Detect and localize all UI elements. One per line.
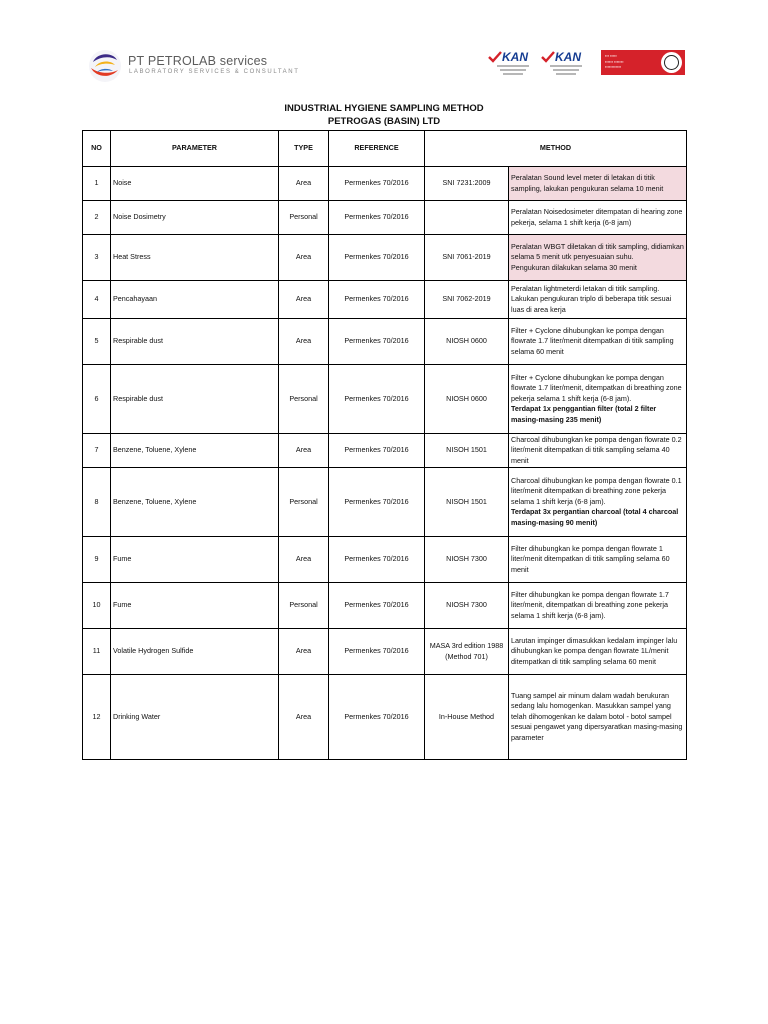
column-header-parameter: PARAMETER	[111, 131, 279, 167]
table-row	[83, 319, 687, 365]
row-method	[509, 235, 687, 281]
row-reference: Permenkes 70/2016	[329, 629, 425, 675]
row-type: Area	[279, 537, 329, 583]
row-no: 4	[83, 281, 111, 319]
row-no: 10	[83, 583, 111, 629]
row-type: Personal	[279, 201, 329, 235]
row-type: Area	[279, 434, 329, 468]
row-reference: Permenkes 70/2016	[329, 365, 425, 434]
table-row	[83, 468, 687, 537]
row-method-text: Filter + Cyclone dihubungkan ke pompa dengan flowrate 1.7 liter/menit, ditempatkan di breathing zone pekerja selama 1 shift kerja (6-8 jam).	[511, 372, 682, 403]
table-row	[83, 537, 687, 583]
row-method-note: Terdapat 3x pergantian charcoal (total 4 charcoal masing-masing 90 menit)	[511, 507, 679, 527]
row-reference: Permenkes 70/2016	[329, 281, 425, 319]
row-parameter: Fume	[111, 537, 279, 583]
row-method: Filter dihubungkan ke pompa dengan flowrate 1 liter/menit ditempatkan di titik sampling selama 60 menit	[509, 537, 687, 583]
row-standard: NIOSH 0600	[425, 319, 509, 365]
row-standard: NIOSH 7300	[425, 537, 509, 583]
column-header-method: METHOD	[425, 131, 687, 167]
row-parameter: Benzene, Toluene, Xylene	[111, 434, 279, 468]
row-method: Peralatan Sound level meter di letakan di titik sampling, lakukan pengukuran selama 10 menit	[509, 167, 687, 201]
row-reference: Permenkes 70/2016	[329, 675, 425, 760]
row-no: 6	[83, 365, 111, 434]
table-row	[83, 201, 687, 235]
row-standard	[425, 201, 509, 235]
row-method: Peralatan lightmeterdi letakan di titik sampling. Lakukan pengukuran triplo di beberapa titik sesuai luas di area kerja	[509, 281, 687, 319]
row-parameter: Heat Stress	[111, 235, 279, 281]
row-method: Filter + Cyclone dihubungkan ke pompa dengan flowrate 1.7 liter/menit ditempatkan di titik sampling selama 60 menit	[509, 319, 687, 365]
row-type: Area	[279, 167, 329, 201]
table-row	[83, 167, 687, 201]
bureau-veritas-certification-icon: ▪▪▪ ▪▪▪▪▪ ▪▪▪▪▪▪ ▪▪▪▪▪▪▪ ▪▪▪▪▪▪▪▪▪▪▪▪	[601, 50, 685, 75]
row-standard: SNI 7231:2009	[425, 167, 509, 201]
row-parameter: Respirable dust	[111, 319, 279, 365]
row-method-text: Peralatan WBGT diletakan di titik sampling, didiamkan selama 5 menit utk penyesuaian suhu.	[511, 241, 684, 262]
row-method: Charcoal dihubungkan ke pompa dengan flowrate 0.2 liter/menit ditempatkan di titik sampling selama 40 menit	[509, 434, 687, 468]
row-parameter: Fume	[111, 583, 279, 629]
row-no: 5	[83, 319, 111, 365]
kan-accreditation-badge-2	[541, 50, 587, 76]
row-parameter: Volatile Hydrogen Sulfide	[111, 629, 279, 675]
row-reference: Permenkes 70/2016	[329, 468, 425, 537]
row-parameter: Noise	[111, 167, 279, 201]
row-reference: Permenkes 70/2016	[329, 201, 425, 235]
kan-accreditation-badge	[488, 50, 534, 76]
table-row	[83, 434, 687, 468]
row-reference: Permenkes 70/2016	[329, 235, 425, 281]
row-standard: SNI 7062-2019	[425, 281, 509, 319]
row-type: Personal	[279, 468, 329, 537]
row-parameter: Respirable dust	[111, 365, 279, 434]
row-standard: NISOH 1501	[425, 434, 509, 468]
row-type: Area	[279, 675, 329, 760]
row-method	[509, 365, 687, 434]
table-row	[83, 281, 687, 319]
row-method: Filter dihubungkan ke pompa dengan flowrate 1.7 liter/menit, ditempatkan di breathing zone pekerja selama 1 shift kerja (6-8 jam).	[509, 583, 687, 629]
row-standard: In-House Method	[425, 675, 509, 760]
row-parameter: Pencahayaan	[111, 281, 279, 319]
row-method: Peralatan Noisedosimeter ditempatan di hearing zone pekerja, selama 1 shift kerja (6-8 jam)	[509, 201, 687, 235]
document-title: INDUSTRIAL HYGIENE SAMPLING METHOD	[284, 103, 484, 114]
row-no: 9	[83, 537, 111, 583]
table-header-row	[83, 131, 687, 167]
company-name: PT PETROLAB services	[128, 54, 268, 68]
column-header-reference: REFERENCE	[329, 131, 425, 167]
row-type: Area	[279, 235, 329, 281]
company-tagline: LABORATORY SERVICES & CONSULTANT	[129, 69, 300, 75]
row-type: Personal	[279, 365, 329, 434]
row-method: Tuang sampel air minum dalam wadah berukuran sedang lalu homogenkan. Masukkan sampel yang telah dihomogenkan ke dalam botol - botol sampel sesuai pengawet yang dipersyaratkan masing-masing parameter	[509, 675, 687, 760]
row-type: Area	[279, 629, 329, 675]
row-reference: Permenkes 70/2016	[329, 583, 425, 629]
row-no: 8	[83, 468, 111, 537]
table-row	[83, 629, 687, 675]
row-type: Area	[279, 281, 329, 319]
row-no: 3	[83, 235, 111, 281]
row-parameter: Drinking Water	[111, 675, 279, 760]
table-row	[83, 365, 687, 434]
row-method: Larutan impinger dimasukkan kedalam impinger lalu dihubungkan ke pompa dengan flowrate 1L/menit ditempatkan di titik sampling selama 60 menit	[509, 629, 687, 675]
document-subtitle: PETROGAS (BASIN) LTD	[327, 116, 441, 127]
row-type: Area	[279, 319, 329, 365]
row-method-note: Terdapat 1x penggantian filter (total 2 filter masing-masing 235 menit)	[511, 404, 657, 424]
table-row	[83, 583, 687, 629]
row-standard: NIOSH 0600	[425, 365, 509, 434]
row-reference: Permenkes 70/2016	[329, 319, 425, 365]
row-reference: Permenkes 70/2016	[329, 434, 425, 468]
row-no: 7	[83, 434, 111, 468]
row-type: Personal	[279, 583, 329, 629]
row-parameter: Benzene, Toluene, Xylene	[111, 468, 279, 537]
kan-check-icon	[488, 51, 502, 63]
row-no: 2	[83, 201, 111, 235]
kan-label: KAN	[555, 50, 581, 64]
row-standard: NISOH 1501	[425, 468, 509, 537]
row-no: 11	[83, 629, 111, 675]
row-method	[509, 468, 687, 537]
row-standard: MASA 3rd edition 1988 (Method 701)	[425, 629, 509, 675]
row-no: 1	[83, 167, 111, 201]
column-header-no: NO	[83, 131, 111, 167]
kan-check-icon	[541, 51, 555, 63]
table-row	[83, 235, 687, 281]
sampling-method-table	[82, 130, 687, 760]
row-standard: NIOSH 7300	[425, 583, 509, 629]
kan-label: KAN	[502, 50, 528, 64]
row-reference: Permenkes 70/2016	[329, 537, 425, 583]
column-header-type: TYPE	[279, 131, 329, 167]
petrolab-swirl-icon	[87, 48, 123, 84]
row-no: 12	[83, 675, 111, 760]
row-reference: Permenkes 70/2016	[329, 167, 425, 201]
row-method-text-2: Pengukuran dilakukan selama 30 menit	[511, 262, 637, 272]
row-method-text: Charcoal dihubungkan ke pompa dengan flowrate 0.1 liter/menit ditempatkan di breathing zone pekerja selama 1 shift kerja (6-8 jam).	[511, 475, 682, 506]
row-parameter: Noise Dosimetry	[111, 201, 279, 235]
table-row	[83, 675, 687, 760]
row-standard: SNI 7061-2019	[425, 235, 509, 281]
page-header	[0, 0, 768, 100]
